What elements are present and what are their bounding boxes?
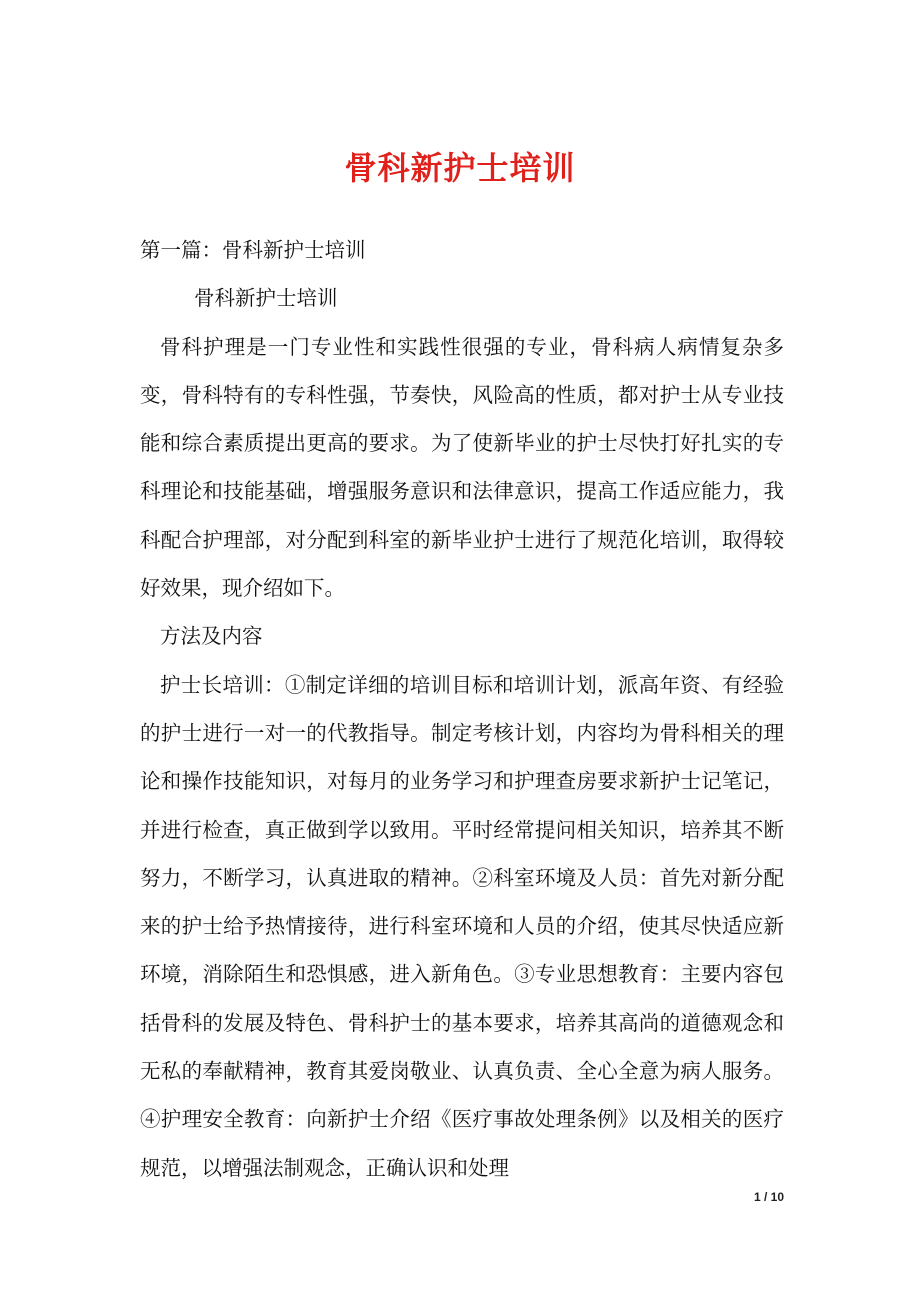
paragraph-intro: 骨科护理是一门专业性和实践性很强的专业，骨科病人病情复杂多变，骨科特有的专科性强，节奏快，风险高的性质，都对护士从专业技能和综合素质提出更高的要求。为了使新毕业的护士尽快打好扎实的专科理论和技能基础，增强服务意识和法律意识，提高工作适应能力，我科配合护理部，对分配到科室的新毕业护士进行了规范化培训，取得较好效果，现介绍如下。: [140, 334, 784, 601]
paragraph-methods-heading: 方法及内容: [160, 624, 263, 649]
document-title: 骨科新护士培训: [344, 149, 576, 187]
page-indicator: 1 / 10: [753, 1190, 784, 1204]
section-heading: 第一篇：骨科新护士培训: [140, 238, 366, 262]
document-body: [140, 226, 784, 1192]
article-subtitle: 骨科新护士培训: [194, 286, 338, 311]
paragraph-head-nurse-training: 护士长培训：①制定详细的培训目标和培训计划，派高年资、有经验的护士进行一对一的代教指导。制定考核计划，内容均为骨科相关的理论和操作技能知识，对每月的业务学习和护理查房要求新护士记笔记，并进行检查，真正做到学以致用。平时经常提问相关知识，培养其不断努力，不断学习，认真进取的精神。②科室环境及人员：首先对新分配来的护士给予热情接待，进行科室环境和人员的介绍，使其尽快适应新环境，消除陌生和恐惧感，进入新角色。③专业思想教育：主要内容包括骨科的发展及特色、骨科护士的基本要求，培养其高尚的道德观念和无私的奉献精神，教育其爱岗敬业、认真负责、全心全意为病人服务。④护理安全教育：向新护士介绍《医疗事故处理条例》以及相关的医疗规范，以增强法制观念，正确认识和处理: [140, 672, 784, 1180]
